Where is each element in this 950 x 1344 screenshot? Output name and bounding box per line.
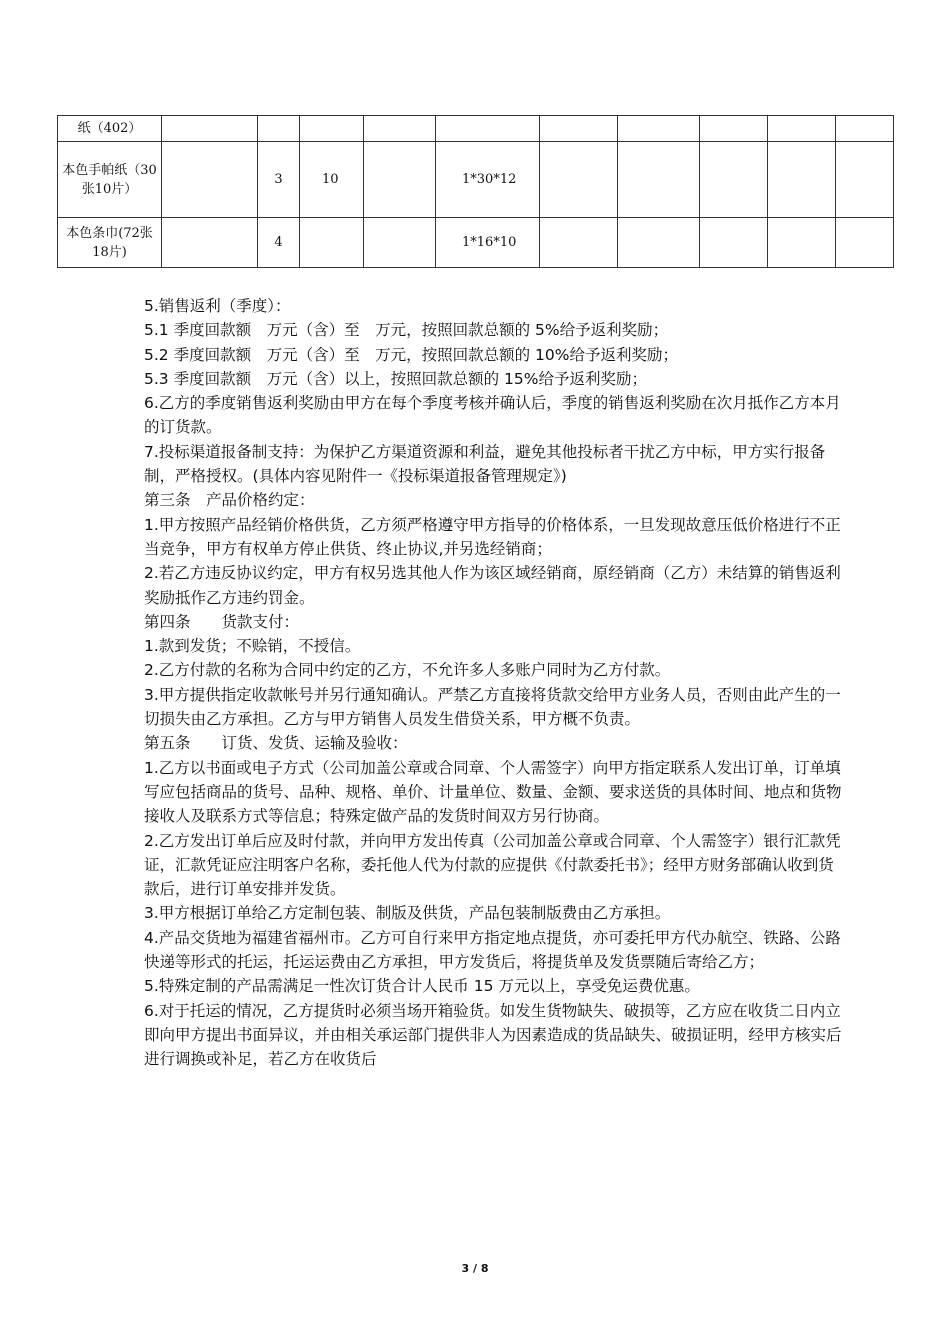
paragraph: 5.销售返利（季度）： [144, 297, 291, 315]
contract-body [144, 294, 844, 1072]
section-heading: 第五条 订货、发货、运输及验收： [144, 734, 408, 753]
qty-cell: 3 [258, 142, 300, 218]
product-name-cell: 纸（402） [58, 116, 162, 142]
product-table [57, 115, 894, 268]
spec-cell: 1*30*12 [436, 142, 540, 218]
page-number: 3 / 8 [461, 1262, 489, 1275]
section-heading: 第四条 货款支付： [144, 612, 300, 631]
paragraph: 1.甲方按照产品经销价格供货，乙方须严格遵守甲方指导的价格体系，一旦发现故意压低价格进行不正当竞争，甲方有权单方停止供货、终止协议,并另选经销商； [144, 515, 841, 558]
paragraph: 5.2 季度回款额 万元（含）至 万元，按照回款总额的 10%给予返利奖励； [144, 345, 678, 364]
paragraph: 3.甲方提供指定收款帐号并另行通知确认。严禁乙方直接将货款交给甲方业务人员，否则由此产生的一切损失由乙方承担。乙方与甲方销售人员发生借贷关系，甲方概不负责。 [144, 685, 841, 729]
paragraph: 6.乙方的季度销售返利奖励由甲方在每个季度考核并确认后，季度的销售返利奖励在次月抵作乙方本月的订货款。 [144, 394, 841, 437]
paragraph: 2.乙方付款的名称为合同中约定的乙方，不允许多人多账户同时为乙方付款。 [144, 661, 671, 680]
table-row [58, 116, 894, 142]
paragraph: 3.甲方根据订单给乙方定制包装、制版及供货，产品包装制版费由乙方承担。 [144, 904, 671, 923]
product-name-cell: 本色条巾(72张18片) [58, 218, 162, 268]
table-row [58, 218, 894, 268]
paragraph: 5.1 季度回款额 万元（含）至 万元，按照回款总额的 5%给予返利奖励； [144, 321, 669, 340]
paragraph: 2.若乙方违反协议约定，甲方有权另选其他人作为该区域经销商，原经销商（乙方）未结算的销售返利奖励抵作乙方违约罚金。 [144, 564, 841, 607]
paragraph: 5.3 季度回款额 万元（含）以上，按照回款总额的 15%给予返利奖励； [144, 369, 647, 388]
unit-cell: 10 [300, 142, 364, 218]
table-row [58, 142, 894, 218]
qty-cell: 4 [258, 218, 300, 268]
paragraph: 6.对于托运的情况，乙方提货时必须当场开箱验货。如发生货物缺失、破损等，乙方应在收货二日内立即向甲方提出书面异议，并由相关承运部门提供非人为因素造成的货品缺失、破损证明，经甲方核实后进行调换或补足，若乙方在收货后 [144, 1001, 842, 1069]
spec-cell: 1*16*10 [436, 218, 540, 268]
paragraph: 5.特殊定制的产品需满足一性次订货合计人民币 15 万元以上，享受免运费优惠。 [144, 977, 700, 996]
section-heading: 第三条 产品价格约定： [144, 491, 315, 510]
paragraph: 7.投标渠道报备制支持：为保护乙方渠道资源和利益，避免其他投标者干扰乙方中标，甲方实行报备制，严格授权。(具体内容见附件一《投标渠道报备管理规定》) [144, 442, 826, 486]
paragraph: 4.产品交货地为福建省福州市。乙方可自行来甲方指定地点提货，亦可委托甲方代办航空、铁路、公路快递等形式的托运，托运运费由乙方承担，甲方发货后，将提货单及发货票随后寄给乙方； [144, 928, 841, 972]
paragraph: 1.款到发货；不赊销，不授信。 [144, 637, 361, 656]
paragraph: 2.乙方发出订单后应及时付款，并向甲方发出传真（公司加盖公章或合同章、个人需签字）银行汇款凭证，汇款凭证应注明客户名称，委托他人代为付款的应提供《付款委托书》；经甲方财务部确认收到货款后，进行订单安排并发货。 [144, 831, 841, 899]
product-name-cell: 本色手帕纸（30张10片） [58, 142, 162, 218]
paragraph: 1.乙方以书面或电子方式（公司加盖公章或合同章、个人需签字）向甲方指定联系人发出订单，订单填写应包括商品的货号、品种、规格、单价、计量单位、数量、金额、要求送货的具体时间、地点和货物接收人及联系方式等信息；特殊定做产品的发货时间双方另行协商。 [144, 758, 842, 826]
